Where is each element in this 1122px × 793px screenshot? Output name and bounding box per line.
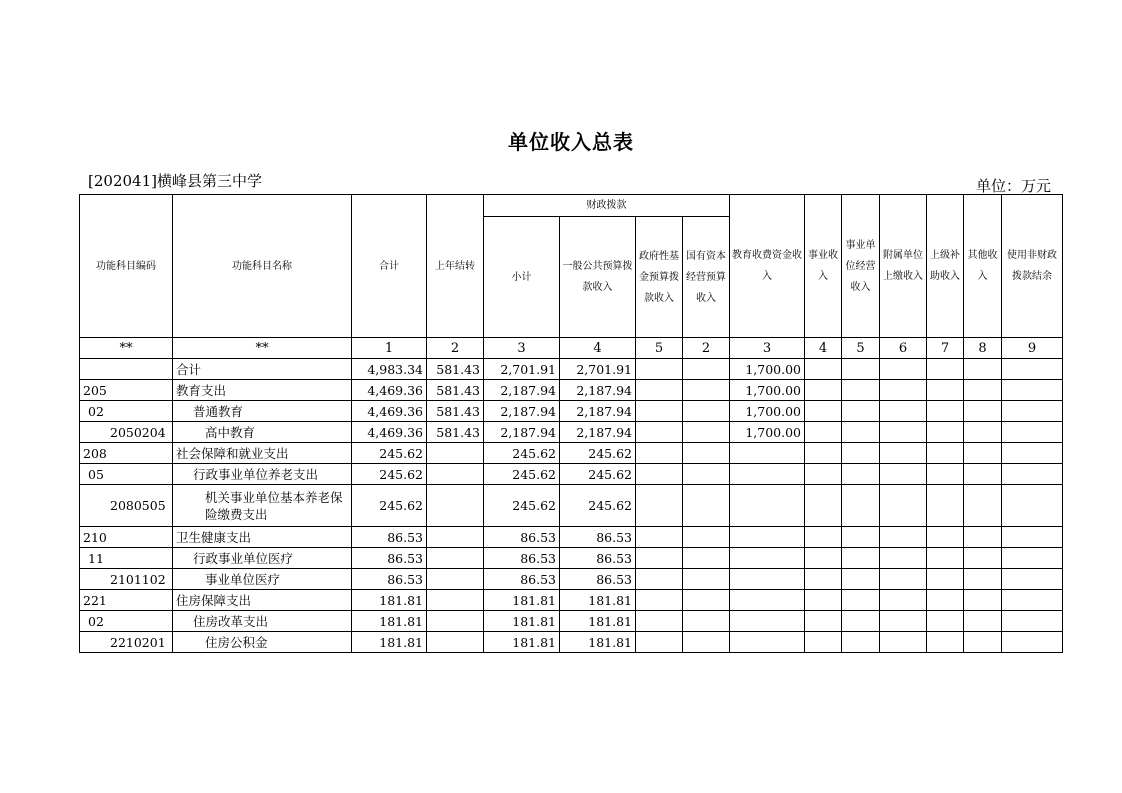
- row-total-cell: 245.62: [352, 485, 427, 527]
- row-superior-cell: [927, 464, 964, 485]
- header-superior: 上级补助收入: [927, 195, 964, 338]
- row-superior-cell: [927, 359, 964, 380]
- row-other-cell: [964, 632, 1002, 653]
- row-total-cell: 245.62: [352, 464, 427, 485]
- row-education-fee-cell: 1,700.00: [730, 359, 805, 380]
- row-business-cell: [805, 464, 842, 485]
- row-business-cell: [805, 359, 842, 380]
- row-affiliated-cell: [880, 611, 927, 632]
- row-general-budget-cell: 245.62: [560, 443, 636, 464]
- row-operating-cell: [842, 380, 880, 401]
- index-cell: 5: [636, 338, 683, 359]
- header-name: 功能科目名称: [173, 195, 352, 338]
- row-state-capital-cell: [683, 380, 730, 401]
- index-cell: 7: [927, 338, 964, 359]
- row-code-cell: 2080505: [80, 485, 173, 527]
- row-total-cell: 4,469.36: [352, 380, 427, 401]
- row-operating-cell: [842, 401, 880, 422]
- row-business-cell: [805, 401, 842, 422]
- row-gov-fund-cell: [636, 611, 683, 632]
- row-other-cell: [964, 464, 1002, 485]
- unit-label: 单位：万元: [976, 177, 1052, 195]
- row-code-cell: 210: [80, 527, 173, 548]
- row-affiliated-cell: [880, 464, 927, 485]
- row-gov-fund-cell: [636, 632, 683, 653]
- header-non-fiscal-surplus: 使用非财政拨款结余: [1002, 195, 1063, 338]
- row-operating-cell: [842, 464, 880, 485]
- header-general-budget: 一般公共预算拨款收入: [560, 217, 636, 338]
- index-cell: 8: [964, 338, 1002, 359]
- row-affiliated-cell: [880, 359, 927, 380]
- index-cell: 4: [805, 338, 842, 359]
- index-cell: 3: [730, 338, 805, 359]
- row-other-cell: [964, 443, 1002, 464]
- row-other-cell: [964, 380, 1002, 401]
- row-superior-cell: [927, 527, 964, 548]
- row-education-fee-cell: [730, 632, 805, 653]
- row-general-budget-cell: 2,187.94: [560, 380, 636, 401]
- row-subtotal-cell: 181.81: [484, 590, 560, 611]
- row-gov-fund-cell: [636, 359, 683, 380]
- row-carryover-cell: [427, 527, 484, 548]
- row-state-capital-cell: [683, 401, 730, 422]
- row-non-fiscal-surplus-cell: [1002, 485, 1063, 527]
- row-superior-cell: [927, 611, 964, 632]
- row-carryover-cell: 581.43: [427, 401, 484, 422]
- row-subtotal-cell: 245.62: [484, 443, 560, 464]
- row-carryover-cell: 581.43: [427, 359, 484, 380]
- table-body: [80, 359, 1063, 653]
- row-general-budget-cell: 2,701.91: [560, 359, 636, 380]
- row-general-budget-cell: 86.53: [560, 527, 636, 548]
- row-state-capital-cell: [683, 611, 730, 632]
- index-cell: **: [173, 338, 352, 359]
- row-education-fee-cell: [730, 590, 805, 611]
- row-general-budget-cell: 245.62: [560, 464, 636, 485]
- row-name-cell: 社会保障和就业支出: [173, 443, 352, 464]
- row-subtotal-cell: 2,701.91: [484, 359, 560, 380]
- row-other-cell: [964, 569, 1002, 590]
- row-other-cell: [964, 611, 1002, 632]
- index-cell: 1: [352, 338, 427, 359]
- row-other-cell: [964, 359, 1002, 380]
- row-carryover-cell: [427, 485, 484, 527]
- row-total-cell: 181.81: [352, 590, 427, 611]
- row-general-budget-cell: 181.81: [560, 590, 636, 611]
- row-non-fiscal-surplus-cell: [1002, 464, 1063, 485]
- row-education-fee-cell: 1,700.00: [730, 422, 805, 443]
- row-operating-cell: [842, 485, 880, 527]
- row-subtotal-cell: 86.53: [484, 569, 560, 590]
- row-name-cell: 住房保障支出: [173, 590, 352, 611]
- row-non-fiscal-surplus-cell: [1002, 401, 1063, 422]
- row-operating-cell: [842, 443, 880, 464]
- row-total-cell: 86.53: [352, 527, 427, 548]
- row-subtotal-cell: 245.62: [484, 485, 560, 527]
- header-row-1: [80, 195, 1063, 217]
- row-other-cell: [964, 422, 1002, 443]
- row-affiliated-cell: [880, 443, 927, 464]
- index-cell: 2: [683, 338, 730, 359]
- table-row: [80, 548, 1063, 569]
- row-name-cell: 行政事业单位医疗: [173, 548, 352, 569]
- row-subtotal-cell: 245.62: [484, 464, 560, 485]
- row-state-capital-cell: [683, 464, 730, 485]
- row-state-capital-cell: [683, 548, 730, 569]
- row-state-capital-cell: [683, 485, 730, 527]
- row-total-cell: 4,983.34: [352, 359, 427, 380]
- row-name-cell: 机关事业单位基本养老保险缴费支出: [173, 485, 352, 527]
- row-gov-fund-cell: [636, 443, 683, 464]
- row-state-capital-cell: [683, 590, 730, 611]
- row-subtotal-cell: 2,187.94: [484, 422, 560, 443]
- row-superior-cell: [927, 569, 964, 590]
- row-affiliated-cell: [880, 401, 927, 422]
- header-state-capital: 国有资本经营预算收入: [683, 217, 730, 338]
- row-operating-cell: [842, 422, 880, 443]
- row-affiliated-cell: [880, 380, 927, 401]
- row-name-cell: 住房公积金: [173, 632, 352, 653]
- row-operating-cell: [842, 590, 880, 611]
- row-state-capital-cell: [683, 443, 730, 464]
- index-cell: 6: [880, 338, 927, 359]
- row-state-capital-cell: [683, 422, 730, 443]
- row-total-cell: 86.53: [352, 548, 427, 569]
- row-subtotal-cell: 181.81: [484, 632, 560, 653]
- row-gov-fund-cell: [636, 590, 683, 611]
- header-fiscal-group: 财政拨款: [484, 195, 730, 217]
- header-carryover: 上年结转: [427, 195, 484, 338]
- row-subtotal-cell: 2,187.94: [484, 401, 560, 422]
- row-other-cell: [964, 527, 1002, 548]
- row-code-cell: 02: [80, 401, 173, 422]
- row-business-cell: [805, 611, 842, 632]
- header-subtotal: 小计: [484, 217, 560, 338]
- row-carryover-cell: [427, 548, 484, 569]
- row-code-cell: 2050204: [80, 422, 173, 443]
- row-total-cell: 181.81: [352, 632, 427, 653]
- row-education-fee-cell: 1,700.00: [730, 380, 805, 401]
- row-superior-cell: [927, 401, 964, 422]
- row-non-fiscal-surplus-cell: [1002, 548, 1063, 569]
- row-code-cell: 2101102: [80, 569, 173, 590]
- index-cell: 4: [560, 338, 636, 359]
- row-name-cell: 住房改革支出: [173, 611, 352, 632]
- table-row: [80, 527, 1063, 548]
- row-code-cell: 05: [80, 464, 173, 485]
- row-general-budget-cell: 2,187.94: [560, 422, 636, 443]
- row-education-fee-cell: [730, 464, 805, 485]
- row-business-cell: [805, 590, 842, 611]
- row-affiliated-cell: [880, 422, 927, 443]
- row-general-budget-cell: 86.53: [560, 569, 636, 590]
- row-superior-cell: [927, 548, 964, 569]
- page-title: 单位收入总表: [508, 130, 634, 154]
- header-other: 其他收入: [964, 195, 1002, 338]
- table-row: [80, 611, 1063, 632]
- table-row: [80, 485, 1063, 527]
- row-code-cell: 205: [80, 380, 173, 401]
- row-business-cell: [805, 632, 842, 653]
- row-non-fiscal-surplus-cell: [1002, 590, 1063, 611]
- row-name-cell: 事业单位医疗: [173, 569, 352, 590]
- row-affiliated-cell: [880, 485, 927, 527]
- index-cell: **: [80, 338, 173, 359]
- row-superior-cell: [927, 632, 964, 653]
- row-name-cell: 合计: [173, 359, 352, 380]
- index-cell: 3: [484, 338, 560, 359]
- row-subtotal-cell: 86.53: [484, 527, 560, 548]
- table-row: [80, 443, 1063, 464]
- row-non-fiscal-surplus-cell: [1002, 611, 1063, 632]
- income-summary-table: [79, 194, 1063, 653]
- row-total-cell: 181.81: [352, 611, 427, 632]
- row-operating-cell: [842, 569, 880, 590]
- row-other-cell: [964, 401, 1002, 422]
- row-carryover-cell: [427, 443, 484, 464]
- row-carryover-cell: [427, 590, 484, 611]
- header-code: 功能科目编码: [80, 195, 173, 338]
- row-state-capital-cell: [683, 569, 730, 590]
- row-non-fiscal-surplus-cell: [1002, 569, 1063, 590]
- row-affiliated-cell: [880, 527, 927, 548]
- row-operating-cell: [842, 527, 880, 548]
- row-gov-fund-cell: [636, 422, 683, 443]
- header-total: 合计: [352, 195, 427, 338]
- row-name-cell: 卫生健康支出: [173, 527, 352, 548]
- row-business-cell: [805, 422, 842, 443]
- row-gov-fund-cell: [636, 401, 683, 422]
- table-row: [80, 380, 1063, 401]
- row-business-cell: [805, 527, 842, 548]
- row-superior-cell: [927, 380, 964, 401]
- row-education-fee-cell: [730, 485, 805, 527]
- row-superior-cell: [927, 590, 964, 611]
- table-row: [80, 401, 1063, 422]
- row-other-cell: [964, 485, 1002, 527]
- row-subtotal-cell: 181.81: [484, 611, 560, 632]
- row-operating-cell: [842, 632, 880, 653]
- row-education-fee-cell: [730, 569, 805, 590]
- row-education-fee-cell: 1,700.00: [730, 401, 805, 422]
- row-carryover-cell: 581.43: [427, 380, 484, 401]
- row-general-budget-cell: 181.81: [560, 611, 636, 632]
- header-gov-fund: 政府性基金预算拨款收入: [636, 217, 683, 338]
- row-general-budget-cell: 2,187.94: [560, 401, 636, 422]
- row-general-budget-cell: 181.81: [560, 632, 636, 653]
- row-non-fiscal-surplus-cell: [1002, 422, 1063, 443]
- index-cell: 2: [427, 338, 484, 359]
- row-gov-fund-cell: [636, 548, 683, 569]
- row-operating-cell: [842, 611, 880, 632]
- row-other-cell: [964, 590, 1002, 611]
- row-affiliated-cell: [880, 632, 927, 653]
- row-carryover-cell: [427, 569, 484, 590]
- row-gov-fund-cell: [636, 569, 683, 590]
- row-carryover-cell: [427, 632, 484, 653]
- row-non-fiscal-surplus-cell: [1002, 632, 1063, 653]
- row-business-cell: [805, 380, 842, 401]
- row-general-budget-cell: 245.62: [560, 485, 636, 527]
- row-code-cell: 208: [80, 443, 173, 464]
- row-total-cell: 4,469.36: [352, 422, 427, 443]
- table-row: [80, 569, 1063, 590]
- row-education-fee-cell: [730, 527, 805, 548]
- row-total-cell: 86.53: [352, 569, 427, 590]
- row-education-fee-cell: [730, 611, 805, 632]
- row-superior-cell: [927, 443, 964, 464]
- table-row: [80, 632, 1063, 653]
- row-affiliated-cell: [880, 548, 927, 569]
- row-total-cell: 245.62: [352, 443, 427, 464]
- row-affiliated-cell: [880, 569, 927, 590]
- row-general-budget-cell: 86.53: [560, 548, 636, 569]
- row-operating-cell: [842, 359, 880, 380]
- row-name-cell: 普通教育: [173, 401, 352, 422]
- header-affiliated: 附属单位上缴收入: [880, 195, 927, 338]
- header-business: 事业收入: [805, 195, 842, 338]
- table-row: [80, 422, 1063, 443]
- row-code-cell: 2210201: [80, 632, 173, 653]
- row-business-cell: [805, 569, 842, 590]
- row-carryover-cell: 581.43: [427, 422, 484, 443]
- header-operating: 事业单位经营收入: [842, 195, 880, 338]
- row-gov-fund-cell: [636, 380, 683, 401]
- row-gov-fund-cell: [636, 464, 683, 485]
- row-education-fee-cell: [730, 548, 805, 569]
- row-name-cell: 行政事业单位养老支出: [173, 464, 352, 485]
- row-carryover-cell: [427, 464, 484, 485]
- row-non-fiscal-surplus-cell: [1002, 443, 1063, 464]
- unit-name: [202041]横峰县第三中学: [88, 172, 262, 190]
- row-non-fiscal-surplus-cell: [1002, 380, 1063, 401]
- index-cell: 9: [1002, 338, 1063, 359]
- table-row: [80, 590, 1063, 611]
- row-subtotal-cell: 86.53: [484, 548, 560, 569]
- row-total-cell: 4,469.36: [352, 401, 427, 422]
- row-code-cell: [80, 359, 173, 380]
- row-other-cell: [964, 548, 1002, 569]
- row-gov-fund-cell: [636, 527, 683, 548]
- row-gov-fund-cell: [636, 485, 683, 527]
- row-state-capital-cell: [683, 359, 730, 380]
- header-education-fee: 教育收费资金收入: [730, 195, 805, 338]
- row-code-cell: 221: [80, 590, 173, 611]
- index-cell: 5: [842, 338, 880, 359]
- index-row: [80, 338, 1063, 359]
- row-affiliated-cell: [880, 590, 927, 611]
- row-education-fee-cell: [730, 443, 805, 464]
- row-name-cell: 教育支出: [173, 380, 352, 401]
- row-business-cell: [805, 548, 842, 569]
- row-superior-cell: [927, 485, 964, 527]
- row-non-fiscal-surplus-cell: [1002, 527, 1063, 548]
- row-carryover-cell: [427, 611, 484, 632]
- row-non-fiscal-surplus-cell: [1002, 359, 1063, 380]
- row-operating-cell: [842, 548, 880, 569]
- row-code-cell: 02: [80, 611, 173, 632]
- row-state-capital-cell: [683, 527, 730, 548]
- row-name-cell: 高中教育: [173, 422, 352, 443]
- row-subtotal-cell: 2,187.94: [484, 380, 560, 401]
- row-code-cell: 11: [80, 548, 173, 569]
- row-business-cell: [805, 485, 842, 527]
- row-business-cell: [805, 443, 842, 464]
- row-superior-cell: [927, 422, 964, 443]
- table-row: [80, 464, 1063, 485]
- row-state-capital-cell: [683, 632, 730, 653]
- table-row: [80, 359, 1063, 380]
